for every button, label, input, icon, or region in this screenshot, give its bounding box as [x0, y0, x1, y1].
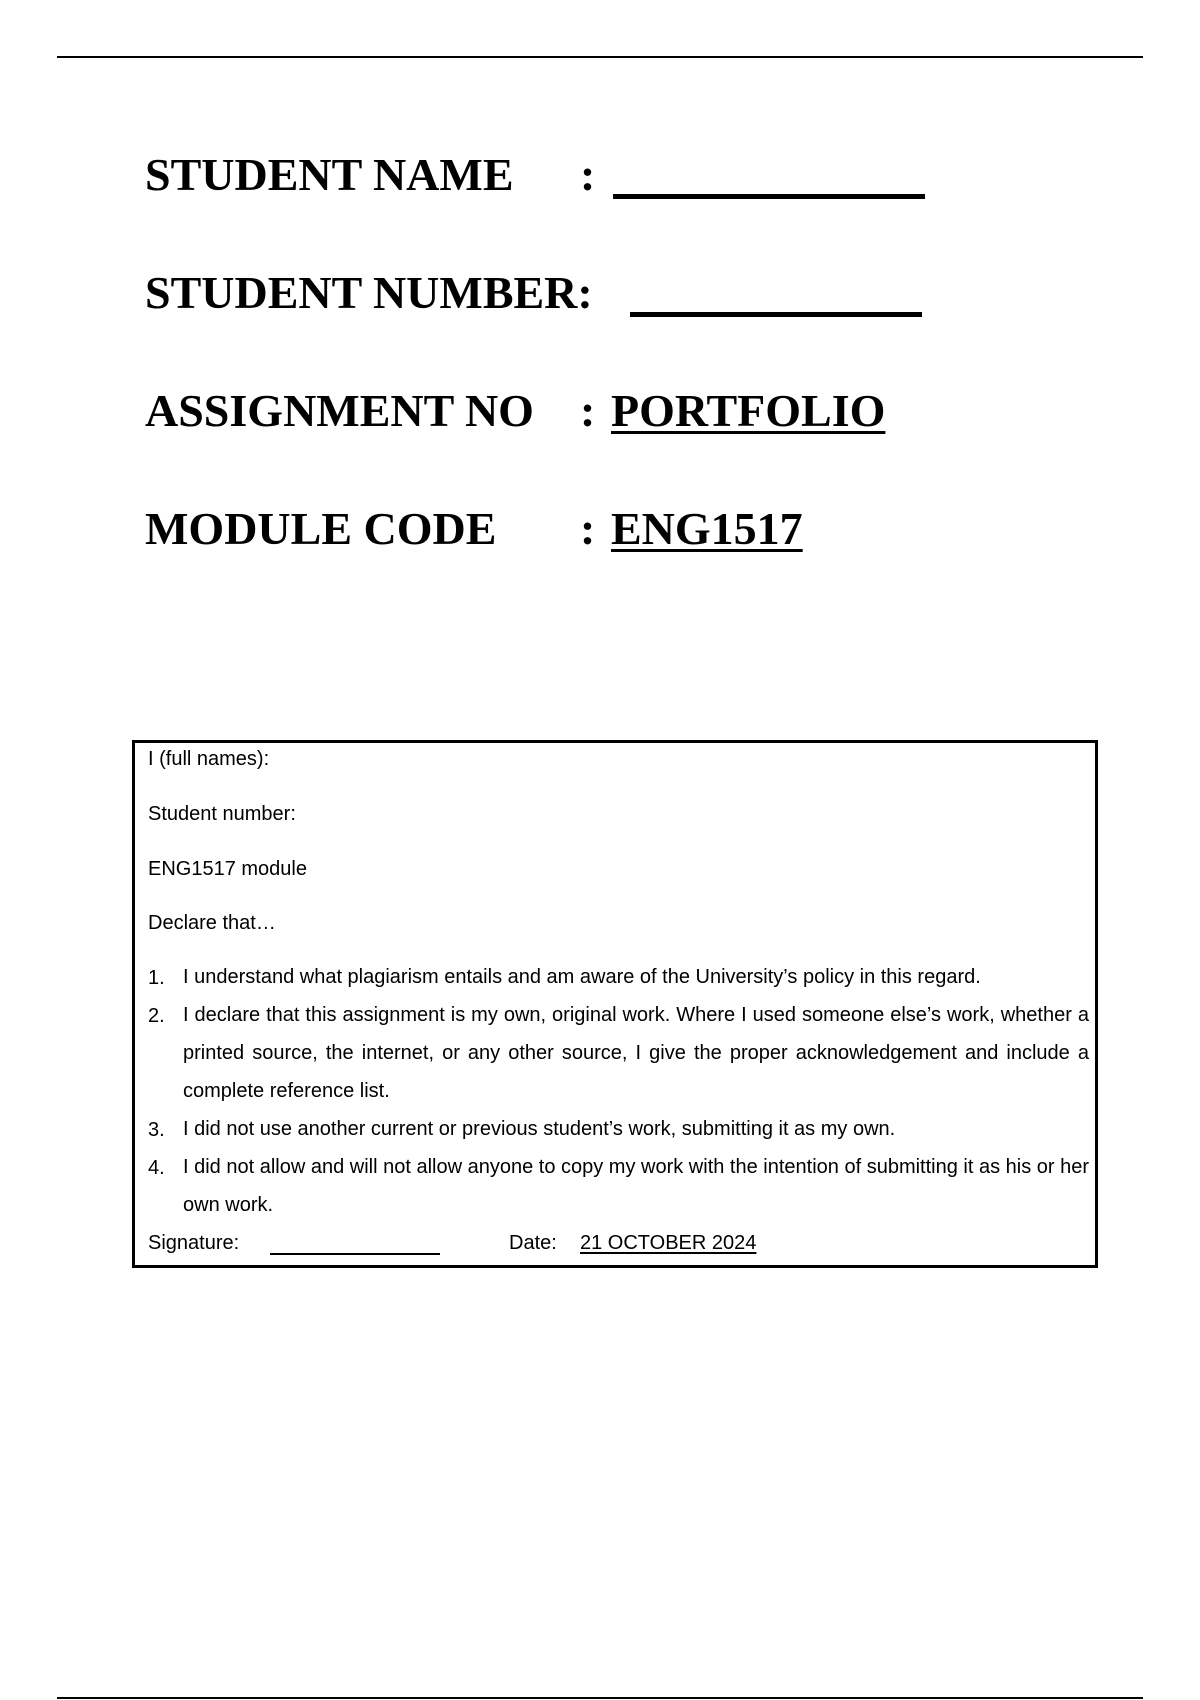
assignment-no-colon: :: [580, 385, 596, 436]
student-name-blank[interactable]: [613, 194, 925, 199]
declaration-item-number: 2.: [148, 1005, 165, 1027]
module-code-label: MODULE CODE: [145, 503, 497, 554]
student-number-label: STUDENT NUMBER:: [145, 267, 593, 318]
student-name-label: STUDENT NAME: [145, 149, 514, 200]
declaration-item-number: 3.: [148, 1119, 165, 1141]
top-rule: [57, 56, 1143, 58]
module-code-value: ENG1517: [611, 503, 803, 554]
signature-label: Signature:: [148, 1232, 240, 1254]
date-value: 21 OCTOBER 2024: [580, 1232, 757, 1254]
declaration-item-text: I declare that this assignment is my own, original work. Where I used someone else’s work, whether a printed source, the internet, or any other source, I give the proper acknowledgement and include a complete reference list.: [183, 1004, 1089, 1102]
date-label: Date:: [509, 1232, 557, 1254]
declaration-item-number: 4.: [148, 1157, 165, 1179]
declaration-item-text: I understand what plagiarism entails and am aware of the University’s policy in this regard.: [183, 966, 981, 988]
declaration-item-text: I did not allow and will not allow anyone to copy my work with the intention of submitting it as his or her own work.: [183, 1156, 1090, 1216]
student-number-declaration-label: Student number:: [148, 803, 296, 825]
student-name-colon: :: [580, 149, 596, 200]
student-number-blank[interactable]: [630, 312, 922, 317]
assignment-no-label: ASSIGNMENT NO: [145, 385, 534, 436]
bottom-rule: [57, 1697, 1143, 1699]
signature-row: [148, 1233, 1088, 1259]
declaration-item-number: 1.: [148, 967, 165, 989]
assignment-no-value: PORTFOLIO: [611, 385, 886, 436]
declare-label: Declare that…: [148, 912, 276, 934]
signature-blank[interactable]: [270, 1253, 440, 1255]
module-label: ENG1517 module: [148, 858, 307, 880]
full-names-label: I (full names):: [148, 748, 270, 770]
declaration-item-text: I did not use another current or previous student’s work, submitting it as my own.: [183, 1118, 896, 1140]
declaration-box: [132, 740, 1098, 1268]
module-code-colon: :: [580, 503, 596, 554]
